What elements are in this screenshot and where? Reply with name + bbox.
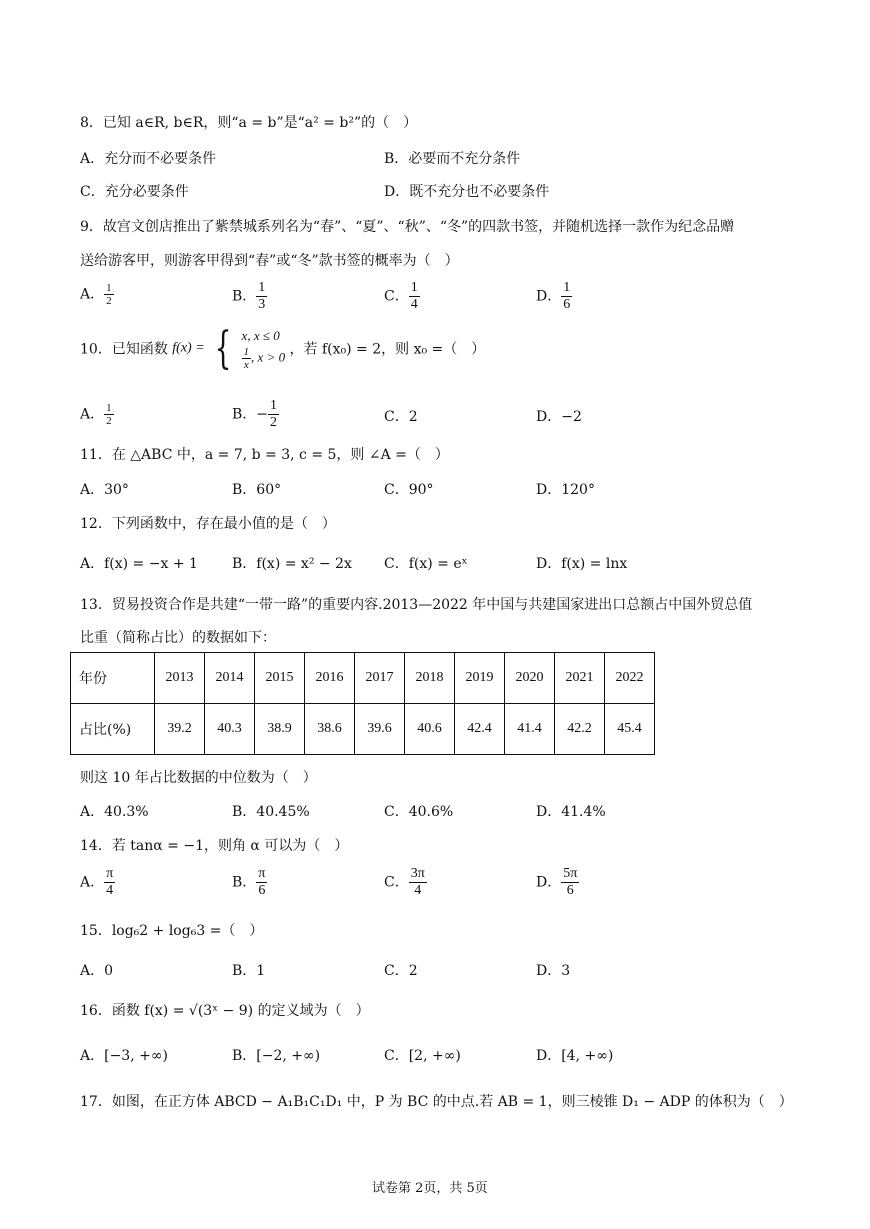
table-cell-ratio: 45.4 bbox=[605, 704, 655, 755]
q12-option-b: B．f(x) = x² − 2x bbox=[232, 556, 352, 572]
q16-option-b: B．[−2, +∞) bbox=[232, 1048, 321, 1064]
q17-stem: 17．如图，在正方体 ABCD − A₁B₁C₁D₁ 中，P 为 BC 的中点.若 AB = 1，则三棱锥 D₁ − ADP 的体积为（ ） bbox=[80, 1094, 793, 1110]
q8-option-b: B．必要而不充分条件 bbox=[384, 151, 521, 167]
q11-option-b: B．60° bbox=[232, 482, 282, 498]
q16-option-d: D．[4, +∞) bbox=[536, 1048, 614, 1064]
q12-option-a: A．f(x) = −x + 1 bbox=[80, 556, 198, 572]
q15-option-c: C．2 bbox=[384, 963, 418, 979]
q9-option-a: A． $\frac{1}{2}$ bbox=[80, 282, 112, 307]
q10-option-a: A． $\frac{1}{2}$ bbox=[80, 402, 112, 427]
table-cell-year: 2013 bbox=[155, 653, 205, 704]
q14-option-c: C． $\frac{3\pi}{4}$ bbox=[384, 866, 425, 898]
table-cell-year: 2014 bbox=[205, 653, 255, 704]
q10-stem: 10．已知函数 f(x) = { x, x ≤ 0 $\frac{1}{x}$ , x > 0 ，若 f(x₀) = 2，则 x₀ =（ ） bbox=[80, 322, 486, 374]
table-cell-year: 2016 bbox=[305, 653, 355, 704]
table-cell-year: 2021 bbox=[555, 653, 605, 704]
table-cell-year: 2019 bbox=[455, 653, 505, 704]
q13-option-c: C．40.6% bbox=[384, 804, 454, 820]
q10-option-b: B．− $\frac{1}{2}$ bbox=[232, 398, 278, 430]
table-cell-ratio: 42.2 bbox=[555, 704, 605, 755]
q15-option-d: D．3 bbox=[536, 963, 571, 979]
q11-option-c: C．90° bbox=[384, 482, 434, 498]
q16-option-c: C．[2, +∞) bbox=[384, 1048, 461, 1064]
q8-option-c: C．充分必要条件 bbox=[80, 184, 189, 200]
q8-option-d: D．既不充分也不必要条件 bbox=[384, 184, 550, 200]
q10-option-d: D．−2 bbox=[536, 409, 582, 425]
q13-option-d: D．41.4% bbox=[536, 804, 606, 820]
table-cell-year: 2017 bbox=[355, 653, 405, 704]
q10-cases: x, x ≤ 0 $\frac{1}{x}$ , x > 0 bbox=[241, 328, 286, 371]
q14-option-b: B． $\frac{\pi}{6}$ bbox=[232, 866, 266, 898]
q11-option-a: A．30° bbox=[80, 482, 129, 498]
q13-stem-line1: 13．贸易投资合作是共建“一带一路”的重要内容.2013—2022 年中国与共建国家进出口总额占中国外贸总值 bbox=[80, 597, 753, 613]
q13-stem-line2: 比重（简称占比）的数据如下： bbox=[80, 630, 276, 646]
table-cell-ratio: 42.4 bbox=[455, 704, 505, 755]
q13-option-b: B．40.45% bbox=[232, 804, 310, 820]
table-cell-ratio: 39.2 bbox=[155, 704, 205, 755]
q12-stem: 12．下列函数中，存在最小值的是（ ） bbox=[80, 516, 336, 532]
table-row-ratio bbox=[71, 704, 655, 755]
q9-option-d: D． $\frac{1}{6}$ bbox=[536, 280, 571, 312]
q8-stem: 8．已知 a∈R, b∈R，则“a = b”是“a² = b²”的（ ） bbox=[80, 115, 418, 131]
table-header-ratio: 占比(%) bbox=[71, 704, 155, 755]
table-cell-year: 2020 bbox=[505, 653, 555, 704]
q8-option-a: A．充分而不必要条件 bbox=[80, 151, 217, 167]
table-row-years bbox=[71, 653, 655, 704]
q16-option-a: A．[−3, +∞) bbox=[80, 1048, 168, 1064]
q9-stem-line1: 9．故宫文创店推出了紫禁城系列名为“春”、“夏”、“秋”、“冬”的四款书签，并随机选择一款作为纪念品赠 bbox=[80, 219, 735, 235]
q9-stem-line2: 送给游客甲，则游客甲得到“春”或“冬”款书签的概率为（ ） bbox=[80, 253, 459, 269]
table-cell-ratio: 41.4 bbox=[505, 704, 555, 755]
table-cell-ratio: 38.6 bbox=[305, 704, 355, 755]
q13-question: 则这 10 年占比数据的中位数为（ ） bbox=[80, 770, 317, 786]
table-cell-ratio: 40.3 bbox=[205, 704, 255, 755]
q11-stem: 11．在 △ABC 中，a = 7, b = 3, c = 5，则 ∠A =（ ） bbox=[80, 447, 449, 463]
q10-brace: { bbox=[214, 322, 232, 374]
q9-option-c: C． $\frac{1}{4}$ bbox=[384, 280, 418, 312]
table-cell-ratio: 38.9 bbox=[255, 704, 305, 755]
q10-option-c: C．2 bbox=[384, 409, 418, 425]
q14-option-a: A． $\frac{\pi}{4}$ bbox=[80, 866, 114, 898]
table-cell-year: 2022 bbox=[605, 653, 655, 704]
table-cell-year: 2018 bbox=[405, 653, 455, 704]
page-footer: 试卷第 2页，共 5页 bbox=[372, 1181, 488, 1196]
table-cell-ratio: 40.6 bbox=[405, 704, 455, 755]
q15-stem: 15．log₆2 + log₆3 =（ ） bbox=[80, 923, 264, 939]
table-header-year: 年份 bbox=[71, 653, 155, 704]
q13-option-a: A．40.3% bbox=[80, 804, 149, 820]
q12-option-d: D．f(x) = lnx bbox=[536, 556, 628, 572]
q9-option-b: B． $\frac{1}{3}$ bbox=[232, 280, 266, 312]
q12-option-c: C．f(x) = eˣ bbox=[384, 556, 468, 572]
table-cell-ratio: 39.6 bbox=[355, 704, 405, 755]
table-cell-year: 2015 bbox=[255, 653, 305, 704]
q14-option-d: D． $\frac{5\pi}{6}$ bbox=[536, 866, 578, 898]
q11-option-d: D．120° bbox=[536, 482, 595, 498]
q13-data-table bbox=[70, 652, 655, 755]
q15-option-a: A．0 bbox=[80, 963, 114, 979]
q15-option-b: B．1 bbox=[232, 963, 266, 979]
q14-stem: 14．若 tanα = −1，则角 α 可以为（ ） bbox=[80, 838, 349, 854]
q16-stem: 16．函数 f(x) = √(3ˣ − 9) 的定义域为（ ） bbox=[80, 1003, 370, 1019]
